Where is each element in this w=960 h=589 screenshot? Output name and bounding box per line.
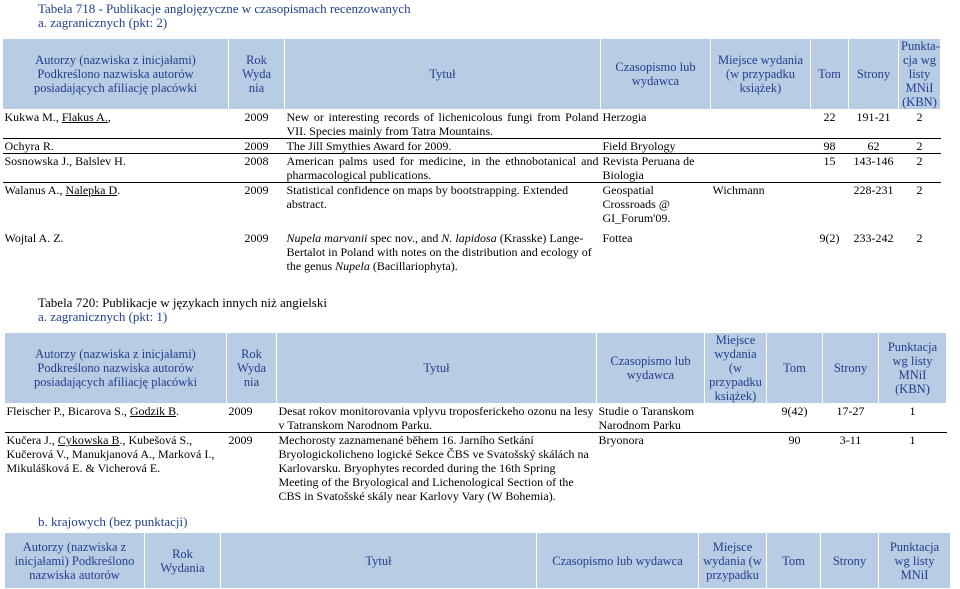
- row-points: 1: [909, 433, 916, 447]
- row-journal: Geospatial Crossroads @ GI_Forum'09.: [602, 183, 671, 225]
- row-place: [711, 231, 811, 273]
- table-720-subtitle: a. zagranicznych (pkt: 1): [38, 309, 168, 324]
- header-volume: Tom: [811, 39, 849, 110]
- row-pages: 233-242: [853, 230, 894, 245]
- row-title: Nupela marvanii spec nov., and N. lapidosa (Krasske) Lange-Bertalot in Poland with notes on the distribution and ecology of the genus Nupela (Bacillariophyta).: [286, 230, 592, 273]
- row-points: 2: [916, 230, 923, 245]
- row-pages: 143-146: [849, 154, 899, 183]
- header-points: Punkta- cja wg listy MNiI (KBN): [899, 39, 941, 110]
- table-row: [3, 154, 941, 183]
- header-place: Miejsce wydania (w przypadku książek): [711, 39, 811, 110]
- row-place: [705, 404, 767, 433]
- header-journal: Czasopismo lub wydawca: [597, 333, 705, 404]
- header-authors: Autorzy (nazwiska z inicjałami) Podkreślono nazwiska autorów posiadających afiliację placówki: [5, 333, 227, 404]
- row-place: [711, 110, 811, 139]
- header-volume: Tom: [767, 333, 823, 404]
- header-authors: Autorzy (nazwiska z inicjałami) Podkreślono nazwiska autorów: [5, 533, 145, 589]
- row-points: 2: [899, 110, 941, 139]
- table-row: [5, 404, 947, 433]
- table-row: [5, 433, 947, 504]
- row-place: [711, 154, 811, 183]
- header-year: Rok Wyda nia: [227, 333, 277, 404]
- row-title: New or interesting records of lichenicolous fungi from Poland VII. Species mainly from Tatra Mountains.: [286, 110, 599, 138]
- row-authors: Walanus A., Nalepka D.: [4, 183, 121, 197]
- table-718: [2, 38, 941, 273]
- header-journal: Czasopismo lub wydawca: [537, 533, 699, 589]
- table-720: [4, 332, 947, 503]
- row-volume: 9(2): [819, 230, 840, 245]
- row-journal: Studie o Taranskom Narodnom Parku: [597, 404, 705, 433]
- row-journal: Bryonora: [598, 433, 644, 447]
- row-authors: Fleischer P., Bicarova S., Godzik B.: [5, 404, 227, 433]
- table-row: [3, 110, 941, 139]
- row-points: 2: [899, 139, 941, 154]
- row-pages: 17-27: [823, 404, 879, 433]
- row-points: 2: [916, 183, 923, 197]
- header-title: Tytuł: [221, 533, 537, 589]
- table-718-header: [3, 39, 941, 110]
- row-points: 1: [879, 404, 947, 433]
- header-pages: Strony: [849, 39, 899, 110]
- row-journal: Fottea: [602, 230, 633, 245]
- table-718-title: Tabela 718 - Publikacje anglojęzyczne w czasopismach recenzowanych: [38, 1, 411, 16]
- row-pages: 228-231: [853, 183, 894, 197]
- row-pages: 3-11: [839, 433, 862, 447]
- row-place: [705, 433, 767, 504]
- row-year: 2009: [229, 139, 285, 154]
- row-title: Statistical confidence on maps by bootstrapping. Extended abstract.: [286, 183, 569, 211]
- header-authors: Autorzy (nazwiska z inicjałami) Podkreślono nazwiska autorów posiadających afiliację placówki: [3, 39, 229, 110]
- row-volume: 98: [811, 139, 849, 154]
- table-row: [3, 231, 941, 273]
- header-pages: Strony: [821, 533, 879, 589]
- row-title: Mechorosty zaznamenané během 16. Jarního Setkání Bryologickolicheno logické Sekce ČBS ve Svatošský skálách na Karlovarsku. Bryophytes recorded during the 16th Spring Meeting of the Bryological and Lichenological Section of the CBS in Svatošské skály near Karlovy Vary (W Bohemia).: [278, 433, 589, 503]
- table-b-header: [5, 533, 951, 589]
- row-volume: 22: [811, 110, 849, 139]
- row-year: 2009: [229, 110, 285, 139]
- row-year: 2009: [228, 433, 253, 447]
- header-place: Miejsce wydania (w przypadku: [699, 533, 767, 589]
- row-pages: 191-21: [849, 110, 899, 139]
- header-place: Miejsce wydania (w przypadku książek): [705, 333, 767, 404]
- table-row: [3, 183, 941, 231]
- row-pages: 62: [849, 139, 899, 154]
- table-720-title: Tabela 720: Publikacje w językach innych niż angielski: [38, 295, 327, 310]
- row-volume: 15: [811, 154, 849, 183]
- table-720-heading: [38, 296, 327, 324]
- row-year: 2009: [227, 404, 277, 433]
- header-points: Punktacja wg listy MNiI (KBN): [879, 333, 947, 404]
- row-journal: Herzogia: [601, 110, 711, 139]
- table-720-header: [5, 333, 947, 404]
- header-pages: Strony: [823, 333, 879, 404]
- row-points: 2: [899, 154, 941, 183]
- table-b: [4, 532, 951, 589]
- header-points: Punktacja wg listy MNiI: [879, 533, 951, 589]
- row-volume: 90: [788, 433, 801, 447]
- row-year: 2009: [244, 183, 269, 197]
- header-volume: Tom: [767, 533, 821, 589]
- row-place: Wichmann: [712, 183, 765, 197]
- row-authors: Sosnowska J., Balslev H.: [3, 154, 229, 183]
- row-journal: Revista Peruana de Biologia: [601, 154, 711, 183]
- header-year: Rok Wyda nia: [229, 39, 285, 110]
- row-year: 2008: [229, 154, 285, 183]
- row-authors: Wojtal A. Z.: [4, 230, 64, 245]
- table-row: [3, 139, 941, 154]
- table-718-heading: [38, 2, 411, 30]
- row-year: 2009: [244, 230, 269, 245]
- row-volume: 9(42): [767, 404, 823, 433]
- table-718-subtitle: a. zagranicznych (pkt: 2): [38, 15, 168, 30]
- row-journal: Field Bryology: [601, 139, 711, 154]
- row-volume: [811, 183, 849, 231]
- table-b-heading: [38, 515, 187, 529]
- header-title: Tytuł: [285, 39, 601, 110]
- row-title: American palms used for medicine, in the ethnobotanical and pharmacological publications.: [286, 154, 599, 182]
- row-title: Desat rokov monitorovania vplyvu troposferickeho ozonu na lesy v Tatranskom Narodnom Parku.: [277, 404, 597, 433]
- row-place: [711, 139, 811, 154]
- header-title: Tytuł: [277, 333, 597, 404]
- header-year: Rok Wydania: [145, 533, 221, 589]
- row-title: The Jill Smythies Award for 2009.: [285, 139, 601, 154]
- row-authors: Kučera J., Cykowska B., Kubešová S., Kučerová V., Manukjanová A., Marková I., Mikulášková E. & Vicherová E.: [6, 433, 215, 475]
- header-journal: Czasopismo lub wydawca: [601, 39, 711, 110]
- table-b-subtitle: b. krajowych (bez punktacji): [38, 514, 188, 529]
- row-authors: Kukwa M., Flakus A.,: [3, 110, 229, 139]
- row-authors: Ochyra R.: [3, 139, 229, 154]
